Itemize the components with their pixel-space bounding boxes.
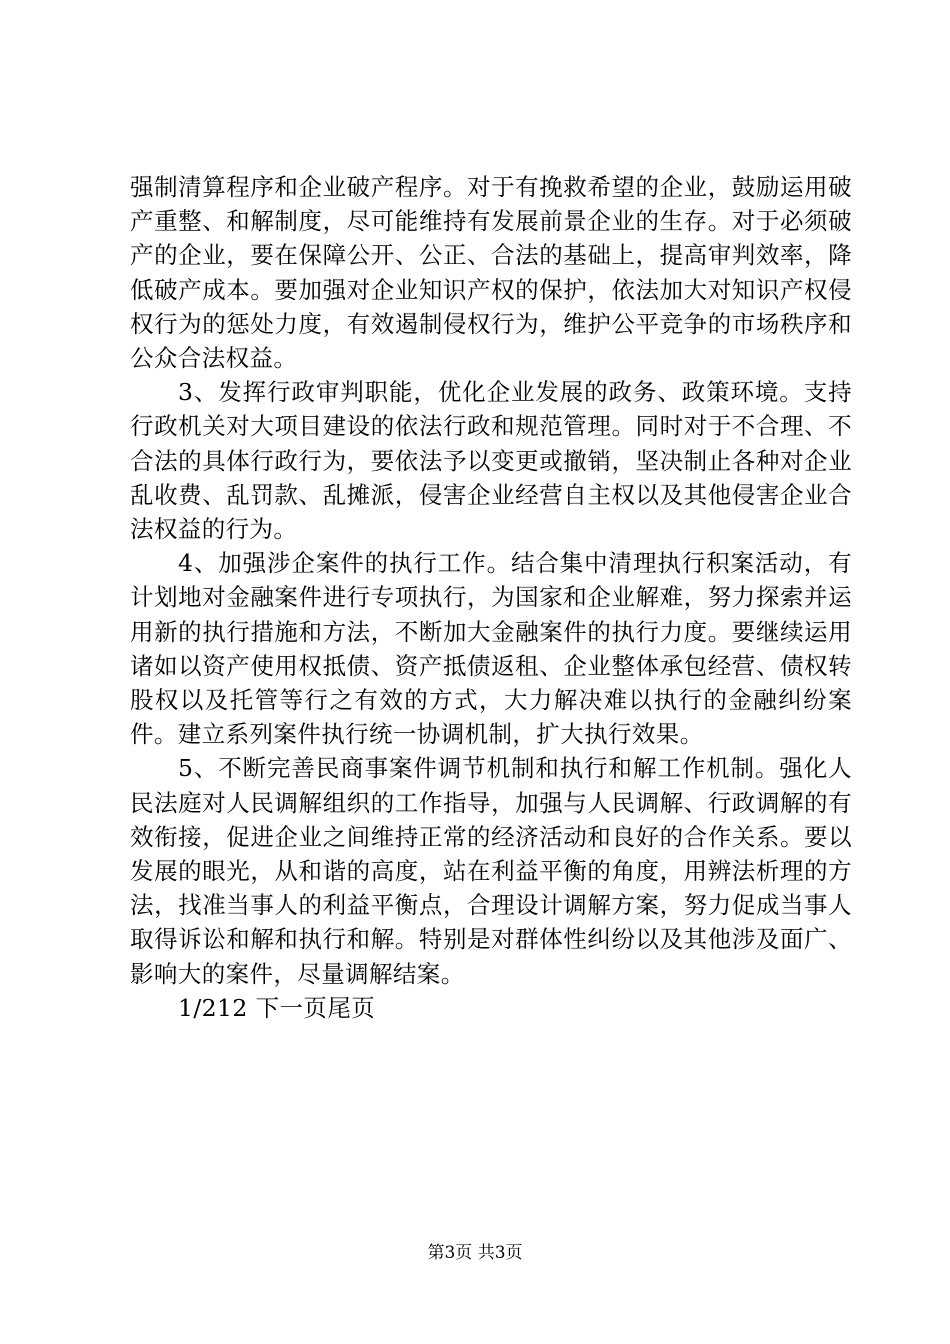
page-indicator: 1/212	[178, 993, 248, 1022]
page-footer	[0, 1241, 950, 1265]
paragraph-item-5: 5、不断完善民商事案件调节机制和执行和解工作机制。强化人民法庭对人民调解组织的工作指导，加强与人民调解、行政调解的有效衔接，促进企业之间维持正常的经济活动和良好的合作关系。要以发展的眼光，从和谐的高度，站在利益平衡的角度，用辨法析理的方法，找准当事人的利益平衡点，合理设计调解方案，努力促成当事人取得诉讼和解和执行和解。特别是对群体性纠纷以及其他涉及面广、影响大的案件，尽量调解结案。	[130, 754, 852, 988]
page-number-label: 第3页 共3页	[427, 1243, 523, 1263]
paragraph-item-4: 4、加强涉企案件的执行工作。结合集中清理执行积案活动，有计划地对金融案件进行专项执行，为国家和企业解难，努力探索并运用新的执行措施和方法，不断加大金融案件的执行力度。要继续运用诸如以资产使用权抵债、资产抵债返租、企业整体承包经营、债权转股权以及托管等行之有效的方式，大力解决难以执行的金融纠纷案件。建立系列案件执行统一协调机制，扩大执行效果。	[130, 549, 852, 749]
paragraph-continuation: 强制清算程序和企业破产程序。对于有挽救希望的企业，鼓励运用破产重整、和解制度，尽可能维持有发展前景企业的生存。对于必须破产的企业，要在保障公开、公正、合法的基础上，提高审判效率，降低破产成本。要加强对企业知识产权的保护，依法加大对知识产权侵权行为的惩处力度，有效遏制侵权行为，维护公平竞争的市场秩序和公众合法权益。	[130, 173, 852, 373]
paragraph-item-3: 3、发挥行政审判职能，优化企业发展的政务、政策环境。支持行政机关对大项目建设的依法行政和规范管理。同时对于不合理、不合法的具体行政行为，要依法予以变更或撤销，坚决制止各种对企业乱收费、乱罚款、乱摊派，侵害企业经营自主权以及其他侵害企业合法权益的行为。	[130, 378, 852, 544]
last-page-link[interactable]: 尾页	[327, 993, 376, 1022]
next-page-link[interactable]: 下一页	[255, 993, 328, 1022]
document-body	[130, 170, 852, 1025]
pagination	[130, 991, 852, 1025]
